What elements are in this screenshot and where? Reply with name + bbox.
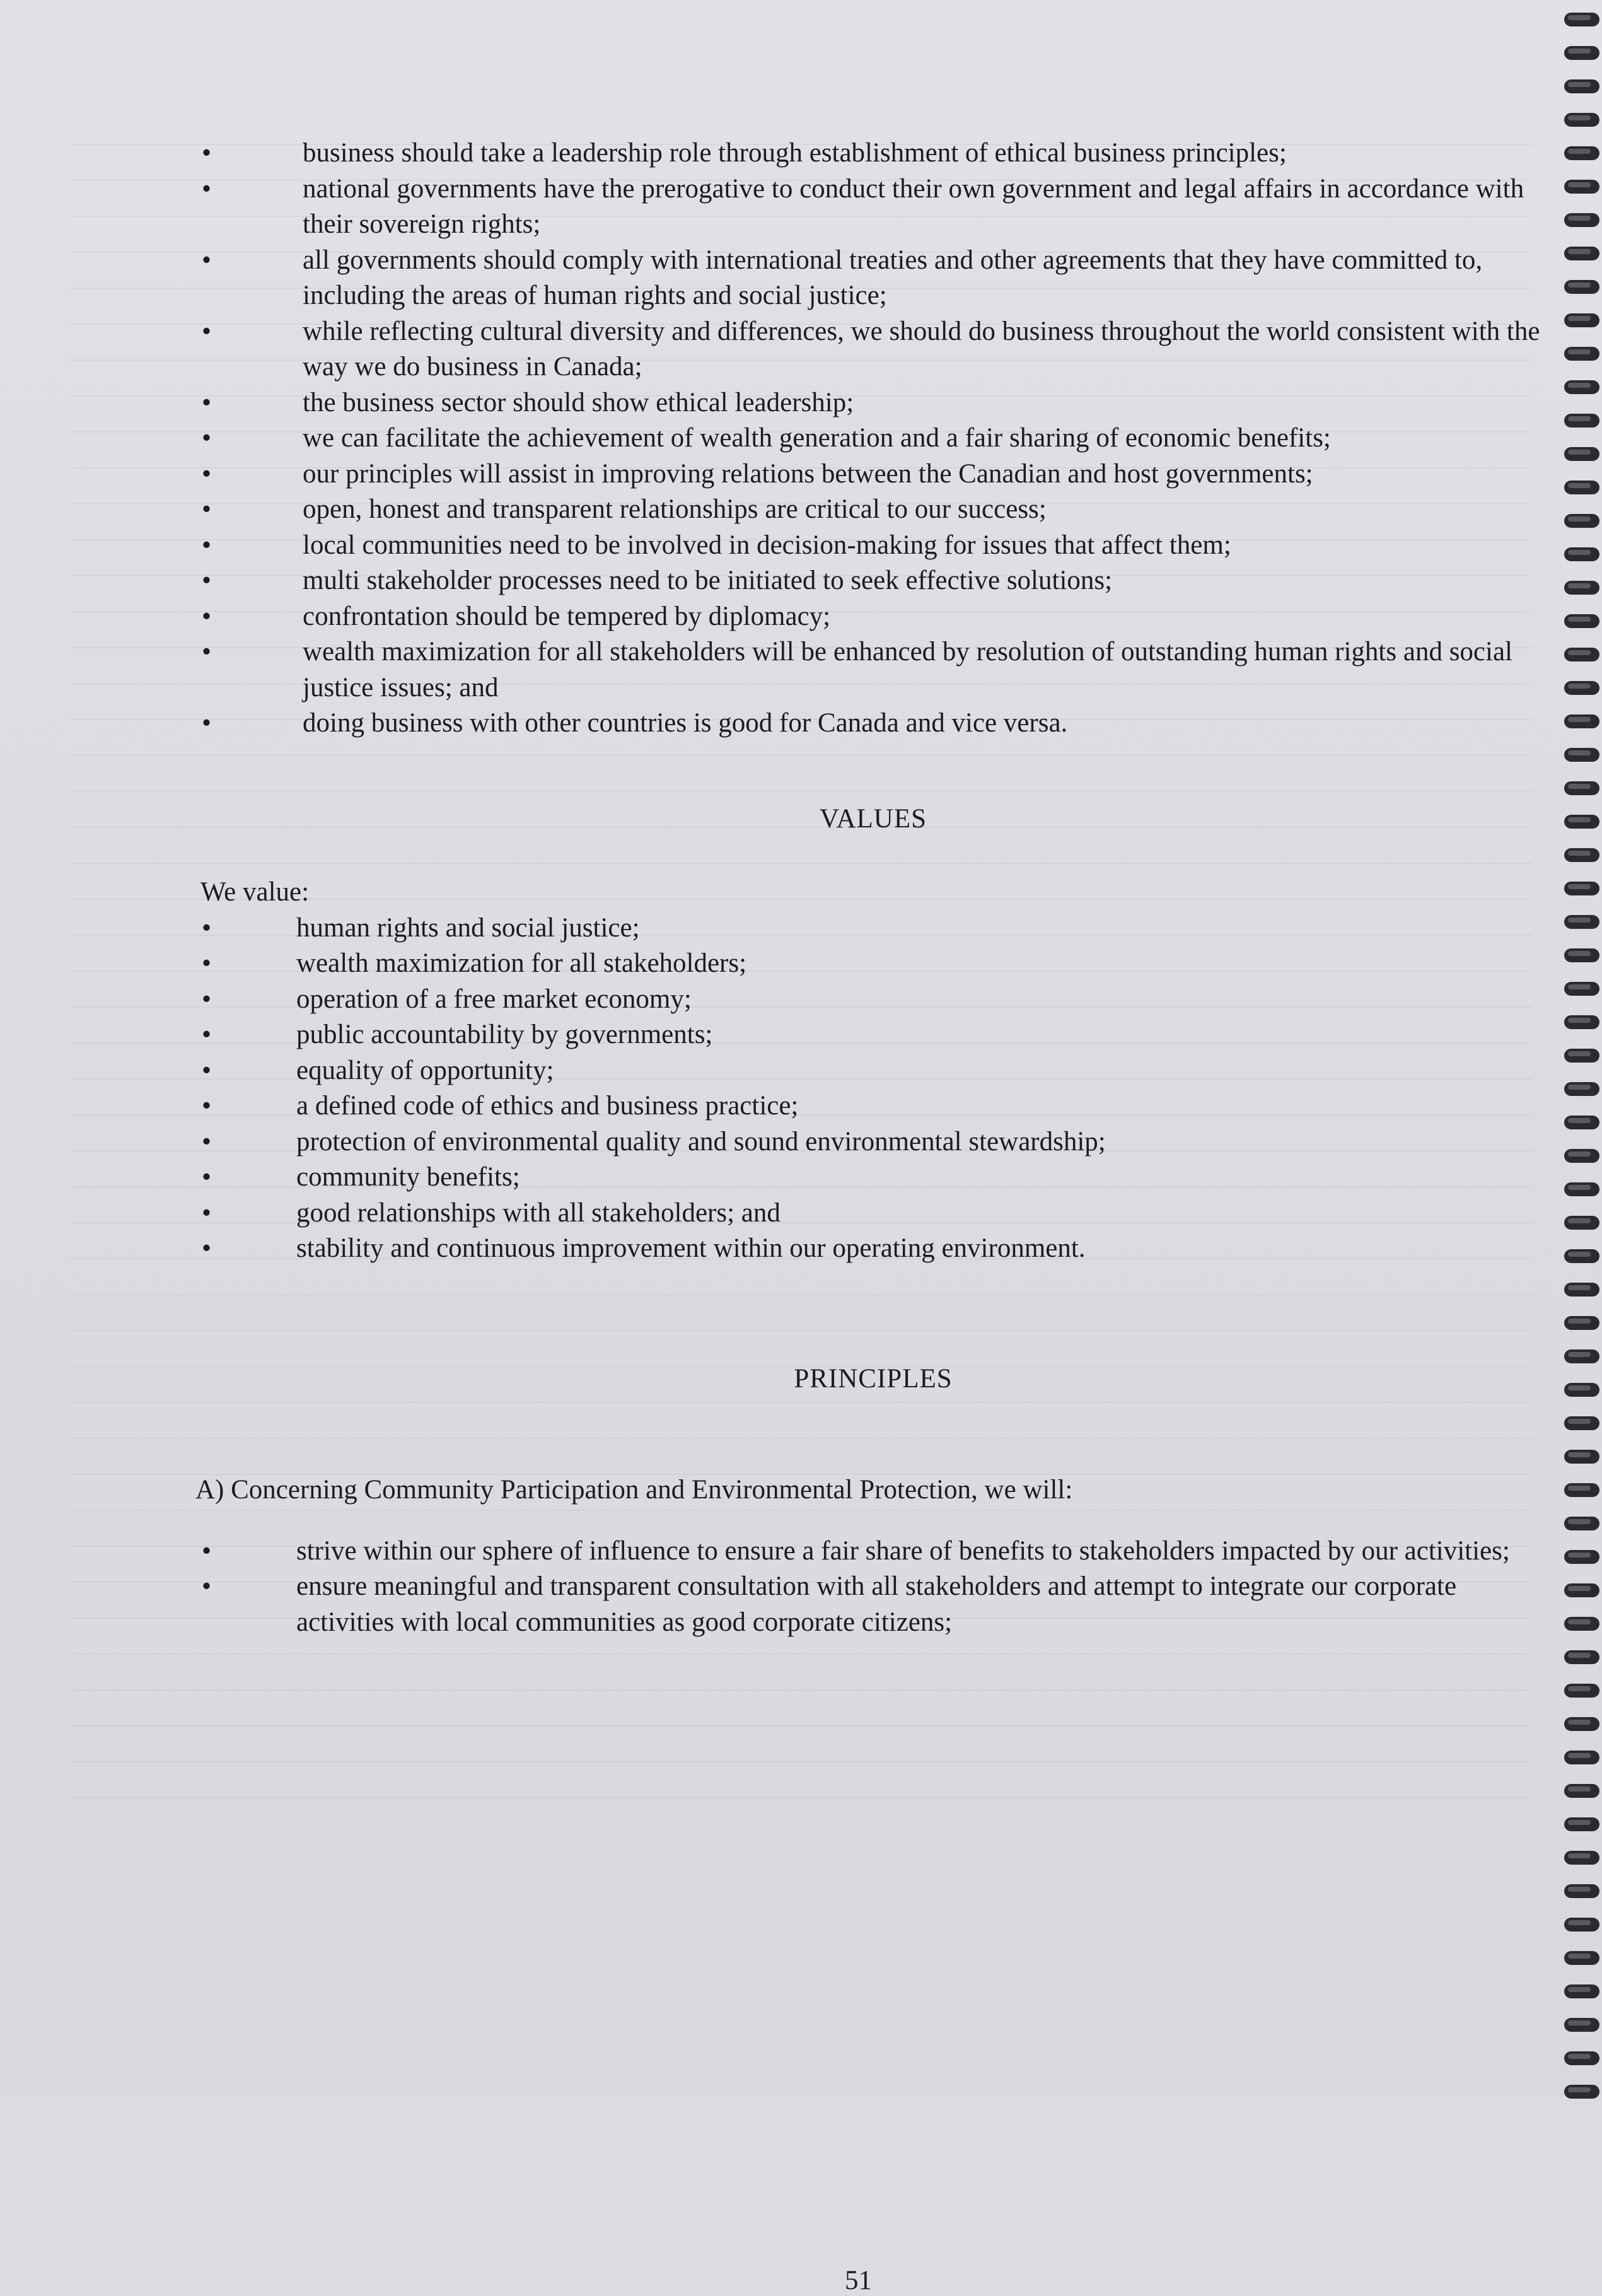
intro-bullet-item: [195, 172, 1551, 243]
value-item: [195, 946, 1551, 982]
spiral-coil: [1564, 447, 1599, 461]
spiral-coil: [1564, 514, 1599, 528]
spiral-coil: [1564, 1116, 1599, 1129]
bullet-icon: •: [202, 984, 212, 1014]
value-item-text: equality of opportunity;: [296, 1055, 554, 1085]
principles-bullet-list: [195, 1534, 1551, 1641]
intro-bullet-item-text: local communities need to be involved in decision-making for issues that affect them;: [303, 530, 1231, 560]
intro-bullet-list: [195, 136, 1551, 742]
spiral-coil: [1564, 1650, 1599, 1664]
spiral-coil: [1564, 2085, 1599, 2099]
value-item: [195, 982, 1551, 1018]
spiral-coil: [1564, 648, 1599, 661]
intro-bullet-item-text: multi stakeholder processes need to be initiated to seek effective solutions;: [303, 566, 1113, 595]
spiral-coil: [1564, 46, 1599, 60]
spiral-coil: [1564, 1984, 1599, 1998]
spiral-coil: [1564, 781, 1599, 795]
spiral-coil: [1564, 280, 1599, 294]
spiral-coil: [1564, 1583, 1599, 1597]
intro-bullet-item: [195, 634, 1551, 706]
intro-bullet-item-text: our principles will assist in improving relations between the Canadian and host governments;: [303, 458, 1313, 489]
value-item-text: operation of a free market economy;: [296, 984, 692, 1014]
principles-section-a: A) Concerning Community Participation and Environmental Protection, we will:: [195, 1475, 1073, 1505]
spiral-coil: [1564, 1182, 1599, 1196]
spiral-coil: [1564, 815, 1599, 829]
spiral-coil: [1564, 1851, 1599, 1865]
bullet-icon: •: [202, 1162, 212, 1192]
intro-bullet-item-text: while reflecting cultural diversity and differences, we should do business throughout the world consistent with the way we do business in Canada;: [303, 316, 1540, 382]
bullet-icon: •: [202, 387, 212, 417]
bullet-icon: •: [202, 173, 212, 204]
spiral-coil: [1564, 1082, 1599, 1096]
spiral-coil: [1564, 1416, 1599, 1430]
spiral-coil: [1564, 1918, 1599, 1932]
intro-bullet-item: [195, 457, 1551, 492]
spiral-coil: [1564, 13, 1599, 26]
bullet-icon: •: [202, 458, 212, 489]
value-item-text: public accountability by governments;: [296, 1020, 713, 1049]
value-item-text: good relationships with all stakeholders; and: [296, 1198, 781, 1228]
value-item: [195, 1231, 1551, 1267]
spiral-coil: [1564, 380, 1599, 394]
spiral-coil: [1564, 247, 1599, 260]
principles-heading: PRINCIPLES: [794, 1363, 953, 1394]
intro-bullet-item: [195, 492, 1551, 528]
bullet-icon: •: [202, 1020, 212, 1049]
intro-bullet-item: [195, 385, 1551, 421]
page-number: 51: [845, 2266, 872, 2295]
spiral-coil: [1564, 2018, 1599, 2032]
bullet-icon: •: [202, 1091, 212, 1121]
spiral-coil: [1564, 948, 1599, 962]
intro-bullet-item: [195, 421, 1551, 457]
spiral-coil: [1564, 347, 1599, 361]
intro-bullet-item-text: all governments should comply with international treaties and other agreements that they have committed to, including the areas of human rights and social justice;: [303, 245, 1483, 310]
value-item: [195, 1088, 1551, 1124]
value-item: [195, 911, 1551, 947]
spiral-coil: [1564, 1751, 1599, 1764]
spiral-coil: [1564, 180, 1599, 194]
bullet-icon: •: [202, 601, 212, 631]
spiral-coil: [1564, 113, 1599, 127]
spiral-coil: [1564, 1149, 1599, 1163]
value-item-text: wealth maximization for all stakeholders;: [296, 948, 747, 978]
intro-bullet-item-text: business should take a leadership role through establishment of ethical business principles;: [303, 138, 1287, 168]
value-item: [195, 1124, 1551, 1160]
principle-item: [195, 1569, 1551, 1640]
bullet-icon: •: [202, 530, 212, 560]
spiral-coil: [1564, 1450, 1599, 1464]
bullet-icon: •: [202, 1571, 212, 1601]
value-item: [195, 1160, 1551, 1196]
spiral-coil: [1564, 481, 1599, 494]
bullet-icon: •: [202, 566, 212, 595]
value-item: [195, 1053, 1551, 1089]
spiral-coil: [1564, 748, 1599, 762]
bullet-icon: •: [202, 948, 212, 978]
spiral-coil: [1564, 1349, 1599, 1363]
bullet-icon: •: [202, 1126, 212, 1157]
intro-bullet-item: [195, 706, 1551, 742]
principle-item-text: strive within our sphere of influence to ensure a fair share of benefits to stakeholders impacted by our activities;: [296, 1536, 1510, 1566]
spiral-coil: [1564, 882, 1599, 895]
spiral-coil: [1564, 848, 1599, 862]
intro-bullet-item-text: confrontation should be tempered by diplomacy;: [303, 601, 831, 631]
intro-bullet-item: [195, 314, 1551, 385]
spiral-coil: [1564, 1617, 1599, 1631]
spiral-coil: [1564, 1049, 1599, 1063]
intro-bullet-item-text: we can facilitate the achievement of wealth generation and a fair sharing of economic benefits;: [303, 423, 1331, 453]
bullet-icon: •: [202, 708, 212, 738]
value-item-text: community benefits;: [296, 1162, 520, 1192]
spiral-coil: [1564, 915, 1599, 929]
value-item: [195, 1017, 1551, 1053]
spiral-coil: [1564, 2051, 1599, 2065]
intro-bullet-item-text: doing business with other countries is good for Canada and vice versa.: [303, 708, 1068, 738]
intro-bullet-item: [195, 243, 1551, 314]
spiral-coil: [1564, 313, 1599, 327]
spiral-coil: [1564, 547, 1599, 561]
spiral-coil: [1564, 714, 1599, 728]
value-item-text: a defined code of ethics and business practice;: [296, 1091, 799, 1121]
spiral-coil: [1564, 1717, 1599, 1731]
spiral-binding: [1558, 0, 1602, 2096]
values-bullet-list: [195, 911, 1551, 1267]
spiral-coil: [1564, 1884, 1599, 1898]
spiral-coil: [1564, 146, 1599, 160]
spiral-coil: [1564, 681, 1599, 695]
spiral-coil: [1564, 1784, 1599, 1798]
values-intro: We value:: [200, 877, 310, 907]
intro-bullet-item-text: national governments have the prerogative to conduct their own government and legal affairs in accordance with their sovereign rights;: [303, 173, 1524, 239]
bullet-icon: •: [202, 1055, 212, 1085]
principle-item-text: ensure meaningful and transparent consultation with all stakeholders and attempt to integrate our corporate activities with local communities as good corporate citizens;: [296, 1571, 1457, 1637]
spiral-coil: [1564, 982, 1599, 996]
spiral-coil: [1564, 1951, 1599, 1965]
bullet-icon: •: [202, 316, 212, 346]
spiral-coil: [1564, 1249, 1599, 1263]
bullet-icon: •: [202, 1536, 212, 1566]
value-item: [195, 1196, 1551, 1232]
spiral-coil: [1564, 79, 1599, 93]
spiral-coil: [1564, 1216, 1599, 1230]
value-item-text: protection of environmental quality and sound environmental stewardship;: [296, 1126, 1106, 1157]
page-content: [195, 136, 1551, 1640]
spiral-coil: [1564, 213, 1599, 227]
bullet-icon: •: [202, 245, 212, 275]
spiral-coil: [1564, 1550, 1599, 1564]
spiral-coil: [1564, 1015, 1599, 1029]
spiral-coil: [1564, 1483, 1599, 1497]
spiral-coil: [1564, 1817, 1599, 1831]
spiral-coil: [1564, 1517, 1599, 1530]
bullet-icon: •: [202, 1198, 212, 1228]
spiral-coil: [1564, 614, 1599, 628]
intro-bullet-item-text: the business sector should show ethical leadership;: [303, 387, 854, 417]
bullet-icon: •: [202, 1233, 212, 1263]
spiral-coil: [1564, 1283, 1599, 1297]
bullet-icon: •: [202, 494, 212, 524]
spiral-coil: [1564, 414, 1599, 428]
spiral-coil: [1564, 1684, 1599, 1698]
principle-item: [195, 1534, 1551, 1570]
bullet-icon: •: [202, 637, 212, 667]
intro-bullet-item-text: wealth maximization for all stakeholders will be enhanced by resolution of outstanding human rights and social justice issues; and: [303, 637, 1513, 702]
bullet-icon: •: [202, 912, 212, 943]
spiral-coil: [1564, 581, 1599, 595]
value-item-text: human rights and social justice;: [296, 912, 640, 943]
values-heading: VALUES: [819, 803, 927, 834]
intro-bullet-item: [195, 599, 1551, 635]
intro-bullet-item: [195, 528, 1551, 564]
intro-bullet-item: [195, 136, 1551, 172]
value-item-text: stability and continuous improvement within our operating environment.: [296, 1233, 1086, 1263]
intro-bullet-item-text: open, honest and transparent relationships are critical to our success;: [303, 494, 1047, 524]
bullet-icon: •: [202, 138, 212, 168]
intro-bullet-item: [195, 563, 1551, 599]
bullet-icon: •: [202, 423, 212, 453]
spiral-coil: [1564, 1316, 1599, 1330]
spiral-coil: [1564, 1383, 1599, 1397]
